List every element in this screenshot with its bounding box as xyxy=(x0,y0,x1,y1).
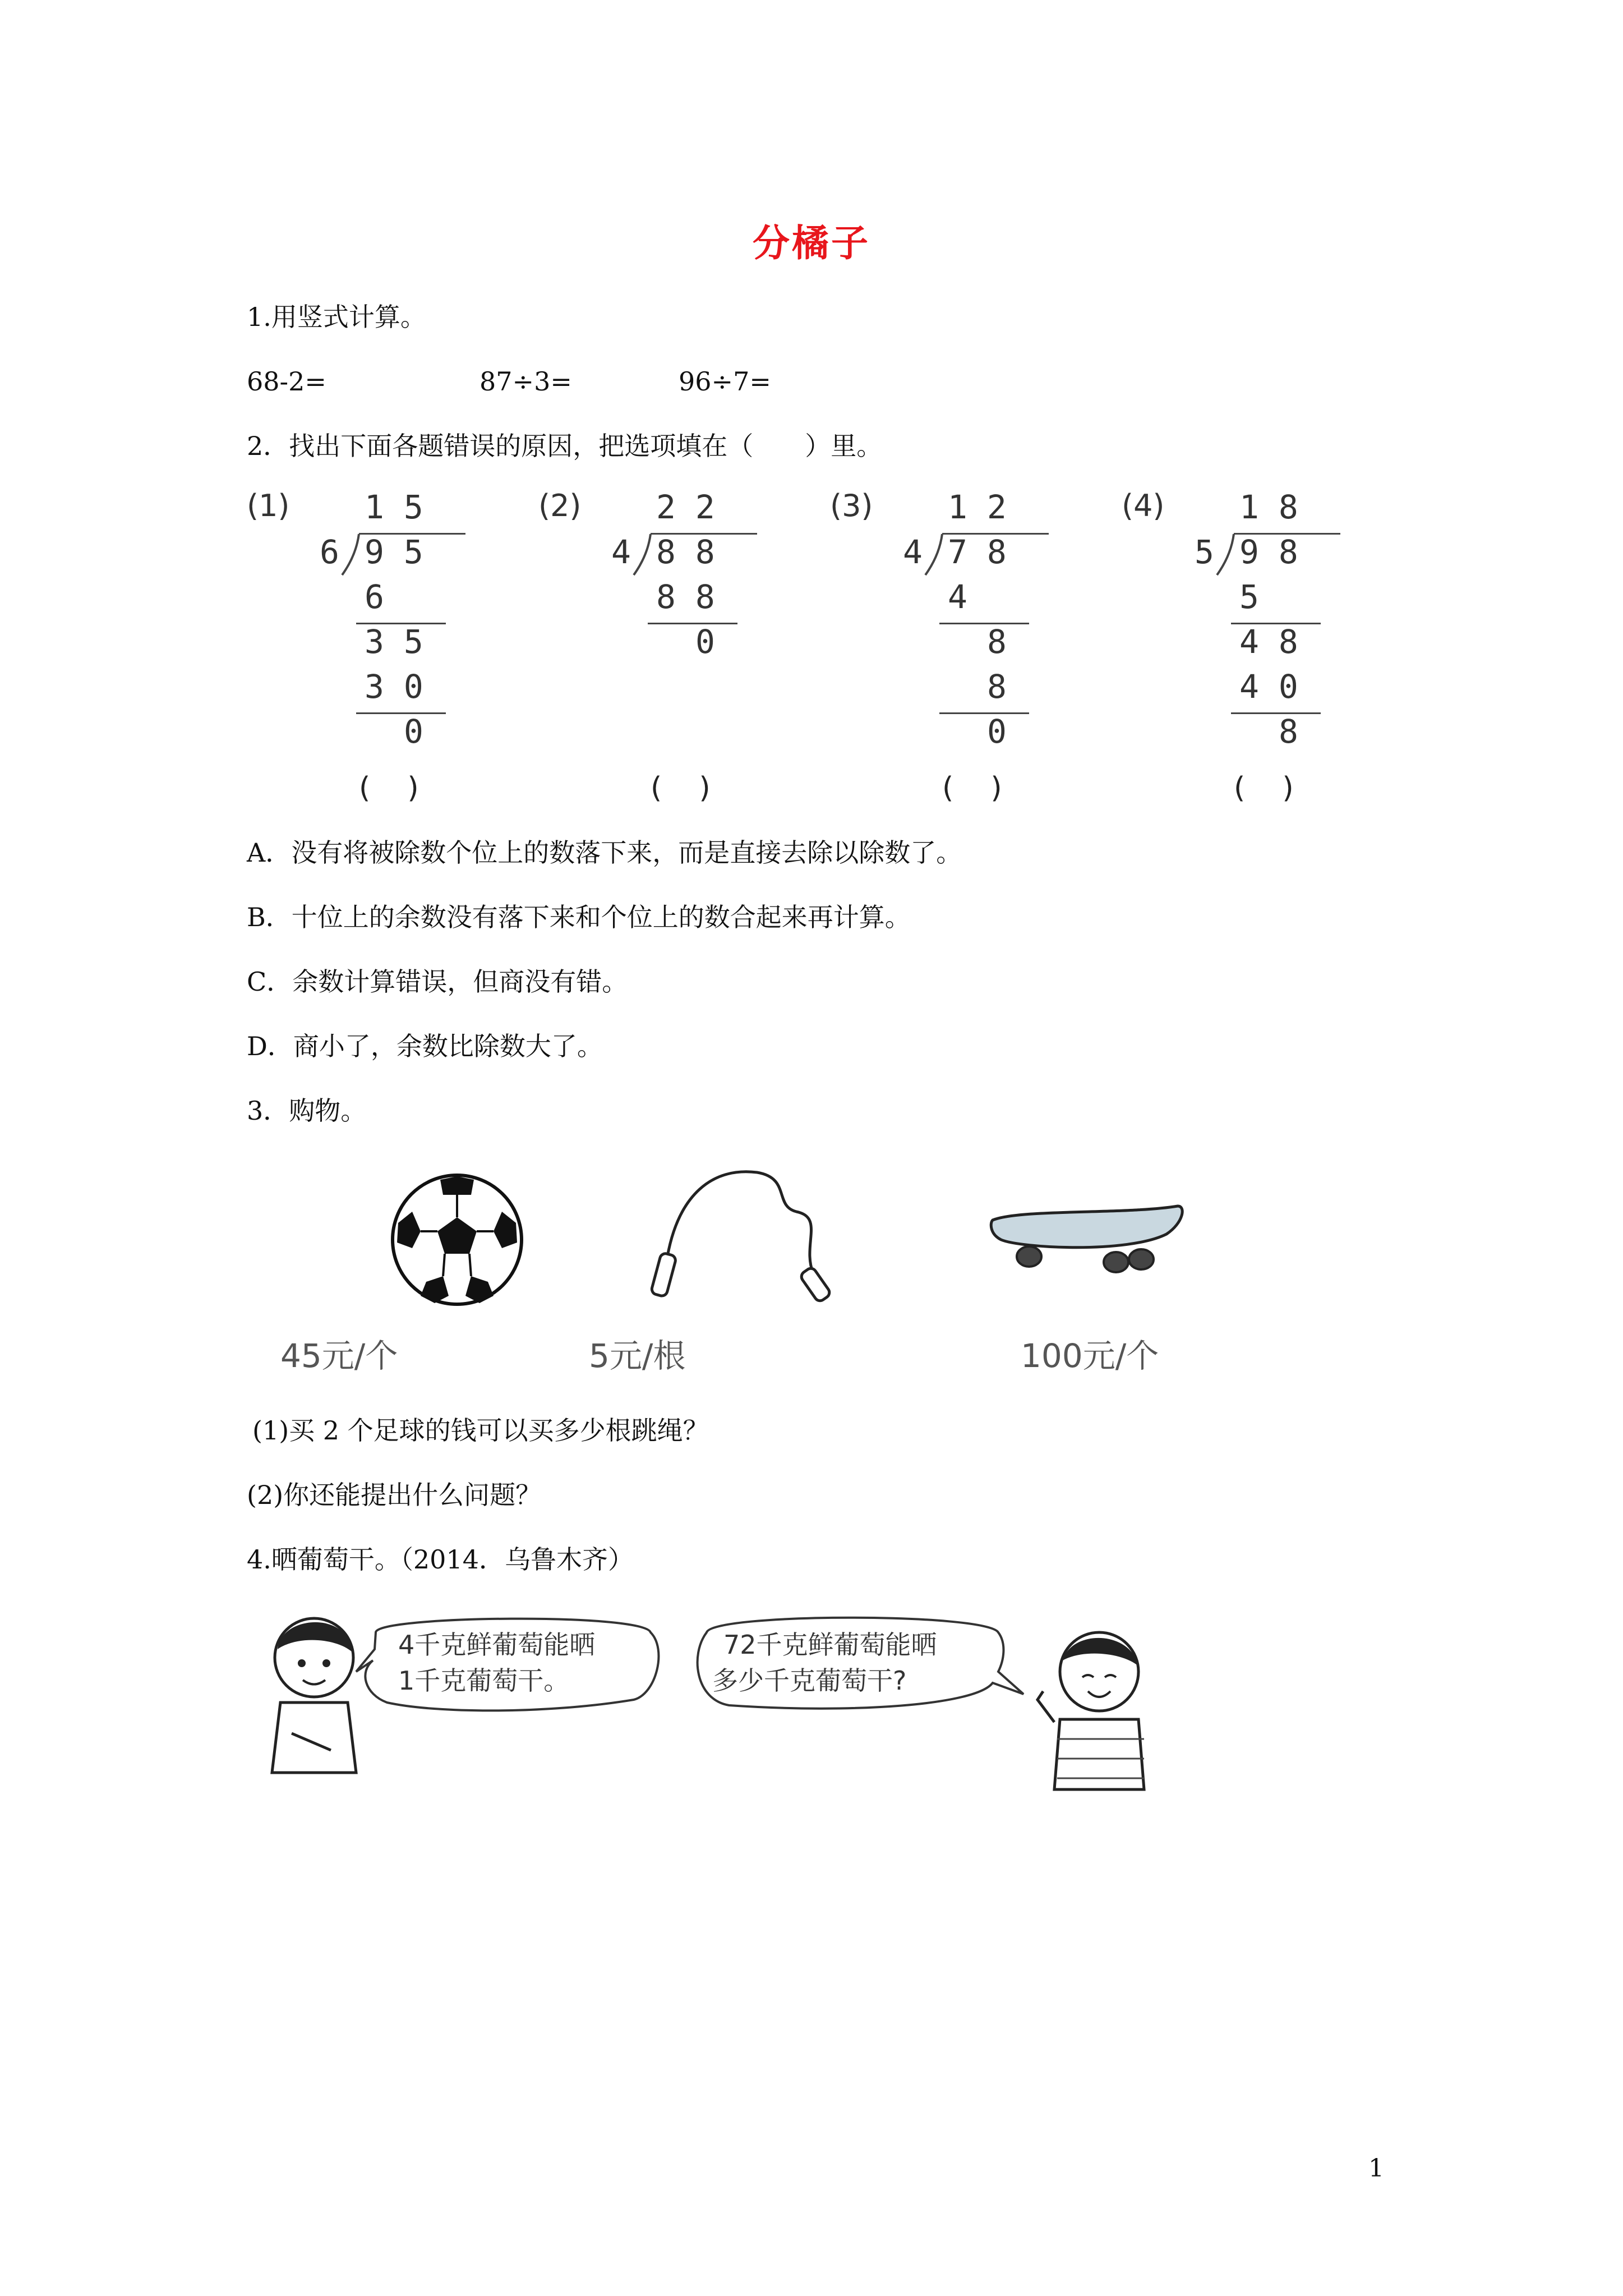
step-rule xyxy=(648,623,737,624)
answer-blank[interactable]: ( ) xyxy=(942,771,1002,805)
division-problems xyxy=(247,488,1368,813)
divisor: 4 xyxy=(903,533,923,571)
step-4: 8 xyxy=(1279,712,1298,751)
problem-label: (1) xyxy=(247,488,290,523)
division-problem-1 xyxy=(247,488,471,813)
jump-rope-price: 5元/根 xyxy=(589,1337,686,1375)
skateboard-price: 100元/个 xyxy=(1021,1337,1159,1375)
step-rule xyxy=(1231,712,1321,714)
step-2: 8 xyxy=(987,623,1007,661)
problem-label: (4) xyxy=(1122,488,1165,523)
division-problem-2 xyxy=(538,488,763,813)
dividend: 7 8 xyxy=(948,533,1007,571)
step-rule xyxy=(939,623,1029,624)
step-3: 3 0 xyxy=(365,668,423,706)
division-problem-4 xyxy=(1122,488,1346,813)
q3-sub-1: (1)买 2 个足球的钱可以买多少根跳绳？ xyxy=(252,1415,709,1446)
division-bracket xyxy=(339,533,362,578)
step-4: 0 xyxy=(404,712,423,751)
step-rule xyxy=(356,712,446,714)
jump-rope-icon xyxy=(645,1161,836,1307)
boy-right-illustration xyxy=(1032,1621,1161,1795)
dividend: 9 5 xyxy=(365,533,423,571)
step-2: 3 5 xyxy=(365,623,423,661)
step-rule xyxy=(939,712,1029,714)
q1-item-1: 68-2= xyxy=(247,366,326,397)
step-1: 6 xyxy=(365,578,384,616)
quotient: 1 2 xyxy=(948,488,1007,526)
step-1: 5 xyxy=(1239,578,1259,616)
bubble-left-line-2: 1千克葡萄干。 xyxy=(398,1665,570,1696)
q1-item-3: 96÷7= xyxy=(679,366,771,397)
soccer-ball-price: 45元/个 xyxy=(280,1337,398,1375)
answer-blank[interactable]: ( ) xyxy=(359,771,419,805)
dividend: 9 8 xyxy=(1239,533,1298,571)
problem-label: (3) xyxy=(830,488,873,523)
skateboard-icon xyxy=(987,1192,1189,1287)
step-3: 4 0 xyxy=(1239,668,1298,706)
divisor: 4 xyxy=(611,533,631,571)
dividend: 8 8 xyxy=(656,533,715,571)
bubble-right-line-1: 72千克鲜葡萄能晒 xyxy=(723,1630,937,1660)
step-1: 4 xyxy=(948,578,967,616)
step-4: 0 xyxy=(987,712,1007,751)
soccer-ball-icon xyxy=(387,1170,527,1310)
step-1: 8 8 xyxy=(656,578,715,616)
quotient: 1 8 xyxy=(1239,488,1298,526)
q3-heading: 3．购物。 xyxy=(247,1096,367,1126)
step-3: 8 xyxy=(987,668,1007,706)
divisor: 5 xyxy=(1195,533,1214,571)
q1-heading: 1.用竖式计算。 xyxy=(247,302,426,332)
page-title: 分橘子 xyxy=(753,221,870,265)
division-bracket xyxy=(631,533,653,578)
option-c: C．余数计算错误，但商没有错。 xyxy=(247,967,628,997)
q3-sub-2: (2)你还能提出什么问题？ xyxy=(247,1480,542,1510)
quotient: 2 2 xyxy=(656,488,715,526)
answer-blank[interactable]: ( ) xyxy=(651,771,711,805)
option-d: D．商小了，余数比除数大了。 xyxy=(247,1031,603,1061)
q4-heading: 4.晒葡萄干。（2014．乌鲁木齐） xyxy=(247,1544,634,1575)
division-bracket xyxy=(923,533,945,578)
problem-label: (2) xyxy=(538,488,582,523)
quotient: 1 5 xyxy=(365,488,423,526)
bubble-right-line-2: 多少千克葡萄干? xyxy=(712,1665,907,1696)
step-2: 0 xyxy=(695,623,715,661)
page-number: 1 xyxy=(1368,2154,1384,2183)
q1-item-2: 87÷3= xyxy=(479,366,572,397)
divisor: 6 xyxy=(320,533,339,571)
answer-blank[interactable]: ( ) xyxy=(1234,771,1294,805)
division-problem-3 xyxy=(830,488,1054,813)
division-bracket xyxy=(1214,533,1237,578)
option-b: B．十位上的余数没有落下来和个位上的数合起来再计算。 xyxy=(247,902,911,932)
bubble-left-line-1: 4千克鲜葡萄能晒 xyxy=(398,1630,596,1660)
step-2: 4 8 xyxy=(1239,623,1298,661)
option-a: A．没有将被除数个位上的数落下来，而是直接去除以除数了。 xyxy=(247,838,962,868)
q2-heading: 2．找出下面各题错误的原因，把选项填在（ ）里。 xyxy=(247,431,883,461)
